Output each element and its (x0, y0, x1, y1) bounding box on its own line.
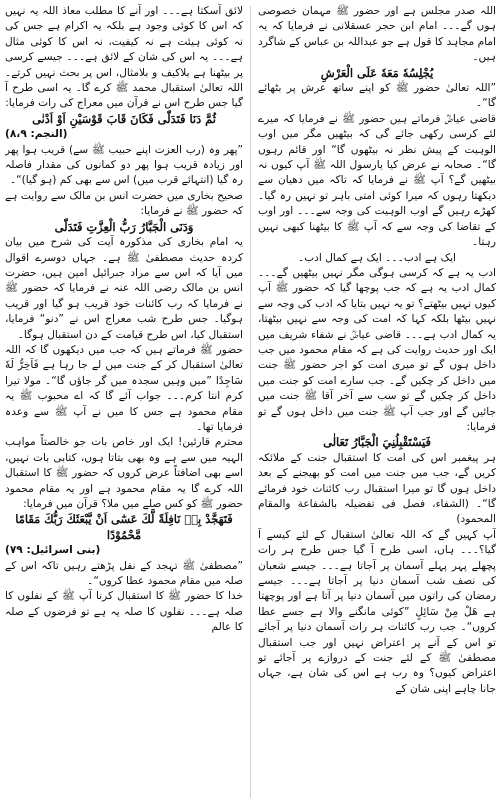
paragraph: ایک ہے ادب۔۔۔ ایک ہے کمال ادب۔ (298, 251, 456, 264)
left-column (5, 4, 243, 800)
column-divider (250, 6, 251, 798)
paragraph: لائق آسکتا ہے۔۔۔ اور آنے کا مطلب معاذ اللہ یہ نہیں کہ اس کا کوئی وجود ہے بلکہ یہ اکرام ہے جس کی نہ کوئی ہیئت ہے نہ کیفیت، نہ اس کا کوئی مثال ہے۔۔۔ یہ اس کی شان کے لائق ہے۔۔۔ جیسے کرسی پر بیٹھنا ہے بلاکیف و بلامثال، اس پر بحث نہیں کرتے۔ اللہ تعالیٰ استقبال محمد ﷺ کرے گا۔ یہ اسی طرح آ گیا جس طرح اس نے قرآن میں معراج کی رات فرمایا: (4, 5, 243, 110)
verse-reference: (بنی اسرائیل: ۷۹) (4, 544, 101, 557)
paragraph: صحیح بخاری میں حضرت انس بن مالک سے روایت ہے کہ حضور ﷺ نے فرمایا: (4, 189, 243, 218)
paragraph: حضور ﷺ فرماتے ہیں کہ جب میں دیکھوں گا کہ اللہ تعالیٰ استقبال کر کے جنت میں لے جا رہا ہے فَاَخِرُّ لَهٗ سَاجِدًا ”میں وہیں سجدہ میں گر جاؤں گا“۔ مولا تیرا کرم انتا کرم۔۔۔ جواب آئے گا کہ اے محبوب ﷺ یہ مقام محمود ہے جس کا میں نے آپ ﷺ سے وعدہ فرمایا تھا۔ (4, 343, 243, 433)
paragraph: ”پھر وہ (رب العزت اپنے حبیب ﷺ سے) قریب ہوا پھر اور زیادہ قریب ہوا پھر دو کمانوں کی مقدار فاصلہ رہ گیا (انتہائے قرب میں) اس سے بھی کم (ہو گیا)“۔ (4, 143, 243, 187)
quran-verse: ثُمَّ دَنَا فَتَدَلّٰى فَكَانَ قَابَ قَوْسَيْنِ اَوْ اَدْنٰى (32, 111, 216, 126)
paragraph: یہ امام بخاری کی مذکورہ آیت کی شرح میں بیان کردہ حدیث مصطفیٰ ﷺ ہے۔ جہاں دوسرے اقوال میں آیا کہ اس سے مراد جبرائیل امین ہیں، حضرت انس بن مالک رضی اللہ عنہ نے فرمایا کہ حضور ﷺ نے فرمایا کہ رب کائنات خود قریب ہو گیا اور قریب ہوگیا۔ جس طرح شب معراج اس نے ”دنو“ فرمایا، استقبال کیا، اس طرح قیامت کے دن استقبال ہوگا۔ (4, 236, 243, 341)
arabic-quote: يُجْلِسُهٗ مَعَهٗ عَلَى الْعَرْشِ (320, 65, 434, 80)
paragraph: اللہ صدر مجلس ہے اور حضور ﷺ مہمان خصوصی ہوں گے۔۔۔ امام ابن حجر عسقلانی نے فرمایا کہ یہ امام مجاہد کا قول ہے جو عبداللہ بن عباس کے شاگرد ہیں۔ (257, 5, 496, 64)
paragraph: محترم قارئین! ایک اور خاص بات جو خالصتاً مواہب الہیہ میں سے ہے وہ بھی بتاتا ہوں، کتابی بات نہیں، اسے بھی اضافتاً عرض کروں کہ حضور ﷺ کا استقبال اللہ کرے گا یہ مقام محمود ہے اور یہ مقام محمود حضور ﷺ کو کس صلے میں ملا؟ قرآن میں فرمایا: (4, 436, 243, 510)
paragraph: ”مصطفیٰ ﷺ تہجد کے نفل پڑھتے رہیں تاکہ اس کے صلہ میں مقام محمود عطا کروں“۔ (4, 559, 243, 588)
hadith-quote: وَدَنَى الْجَبَّارُ رَبُّ الْعِزَّتِ فَتَدَلّٰى (54, 219, 194, 234)
right-column (258, 4, 496, 800)
paragraph: آپ کہیں گے کہ اللہ تعالیٰ استقبال کے لئے کیسے آ گیا؟۔۔۔ ہاں، اسی طرح آ گیا جس طرح ہر رات پچھلے پہر پہلے آسمان پر آجاتا ہے۔۔۔ جیسے شعبان کی نصف شب آسمان دنیا پر آجاتا ہے۔۔۔ جیسے رمضان کی راتوں میں آسمان دنیا پر آتا ہے اور پوچھتا ہے هَلْ مِنْ سَائِلٍ ”کوئی مانگنے والا ہے جسے عطا کروں“۔ جب رب کائنات ہر رات آسمان دنیا پر آجائے تو اس کے آنے پر اعتراض نہیں اور جب استقبال مصطفیٰ ﷺ کے لئے جنت کے دروازے پر آجائے تو اعتراض کیوں؟ وہ رب ہے اس کی شان ہے، جہاں جانا چاہے اپنی شان کے (257, 528, 496, 695)
paragraph: خدا کا حضور ﷺ کا استقبال کرنا آپ ﷺ کے نفلوں کا صلہ ہے۔۔۔ نفلوں کا صلہ یہ ہے تو فرضوں کے صلہ کا عالم (4, 590, 243, 634)
quran-verse: فَتَهَجَّدْ بِهٖ نَافِلَةً لَّكَ عَسٰٓى اَنْ يَّبْعَثَكَ رَبُّكَ مَقَامًا مَّحْمُوْدًا (15, 512, 233, 542)
paragraph: ادب یہ ہے کہ کرسی ہوگی مگر نہیں بیٹھیں گے۔۔۔ کمال ادب یہ ہے کہ جب پوچھا گیا کہ حضور ﷺ آپ کیوں نہیں بیٹھتے؟ تو یہ نہیں بتایا کہ ادب کی وجہ سے نہیں بیٹھا بلکہ کہا کہ امت کی وجہ سے نہیں بیٹھتا، یہ کمال ادب ہے۔۔۔ قاضی عیاضؒ نے شفاء شریف میں ایک اور حدیث روایت کی ہے کہ مقام محمود میں جب داخل ہوں گے تو میری امت کو اجر حضور ﷺ جنت میں داخل کر چکیں گے۔ جب سارے امت کو جنت میں داخل کر چکیں گے تو سب سے آخر آقا ﷺ جنت میں جائیں گے اور جب آپ ﷺ جنت میں داخل ہوں گے تو فرمایا: (257, 266, 496, 433)
paragraph: قاضی عیاضؒ فرماتے ہیں حضور ﷺ نے فرمایا کہ میرے لئے کرسی رکھی جائے گی کہ بیٹھیں مگر میں اوب الوہیت کے پیش نظر نہ بیٹھوں گا“ اور قائم رہوں گا“۔ صحابہ نے عرض کیا یارسول اللہ ﷺ آپ کیوں نہ بیٹھیں گے؟ آپ ﷺ نے فرمایا کہ تاکہ میں دھیان سے دیکھتا رہوں کہ میرا کوئی امتی باہر تو نہیں رہ گیا۔ کھڑے رہیں گے اوب الوہیت کی وجہ سے۔۔۔ اور اوب کے تقاضا کی وجہ سے کہ آپ ﷺ کا بیٹھنا کبھی نہیں رہتا۔ (257, 112, 496, 249)
two-column-layout (5, 4, 496, 800)
arabic-quote: فَيَسْتَقْبِلُنِيَ الْجَبَّارُ تَعَالٰى (323, 435, 431, 450)
paragraph: ”اللہ تعالیٰ حضور ﷺ کو اپنے ساتھ عرش پر بٹھائے گا“۔ (257, 82, 496, 110)
paragraph: ہر پیغمبر اس کی امت کا استقبال جنت کے ملائکہ کریں گے، جب میں جنت میں امت کو بھیجنے کے بعد داخل ہوں گا تو میرا استقبال رب کائنات خود فرمائے گا“۔ (الشفاء، فصل فی تفضیلہ بالشفاعة والمقام المحمود) (257, 451, 496, 526)
verse-reference: (النجم: ۸،۹) (4, 128, 68, 141)
